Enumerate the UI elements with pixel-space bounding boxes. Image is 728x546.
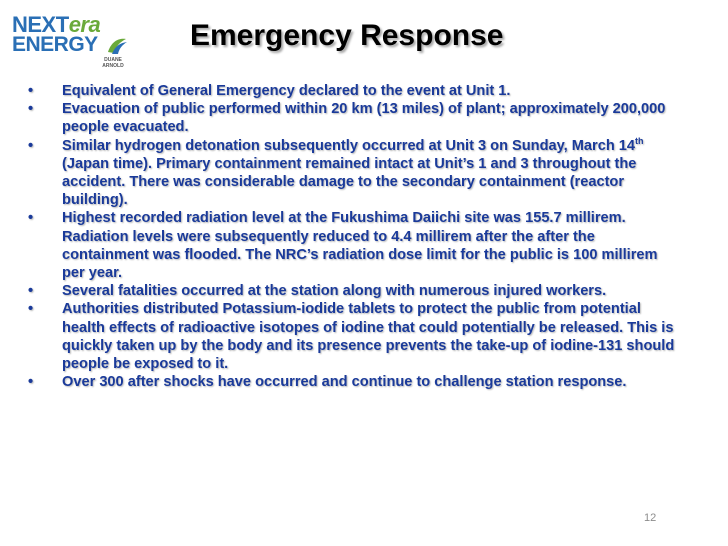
bullet-superscript: th xyxy=(635,135,644,146)
bullet-item-potassium-iodide xyxy=(24,300,684,373)
bullet-item-evacuation xyxy=(24,100,684,136)
bullet-text: Highest recorded radiation level at the Fukushima Daiichi site was 155.7 millirem. Radiation levels were subsequently reduced to 4.4 millirem after the after the containment was flooded. The NRC’s radiation dose limit for the public is 100 millirem per year. xyxy=(62,210,658,282)
bullet-item-hydrogen-detonation xyxy=(24,137,684,210)
bullet-list xyxy=(24,82,684,391)
logo-subtitle xyxy=(98,58,128,69)
logo-swoosh-icon xyxy=(106,36,128,56)
logo-next-text: NEXT xyxy=(12,12,69,37)
page-number: 12 xyxy=(644,512,657,524)
bullet-icon: • xyxy=(28,83,34,99)
bullet-text: Authorities distributed Potassium-iodide tablets to protect the public from potential health effects of radioactive isotopes of iodine that could potentially be released. This is quickly taken up by the body and its presence prevents the take-up of iodine-131 should people be exposed to it. xyxy=(62,301,675,373)
bullet-icon: • xyxy=(28,301,34,318)
bullet-text: Evacuation of public performed within 20 km (13 miles) of plant; approximately 200,000 people evacuated. xyxy=(62,101,666,136)
bullet-text: Over 300 after shocks have occurred and continue to challenge station response. xyxy=(62,374,627,391)
nextera-energy-logo xyxy=(10,12,135,74)
bullet-icon: • xyxy=(28,137,34,154)
slide-title: Emergency Response xyxy=(190,19,504,52)
bullet-item-general-emergency xyxy=(24,82,684,100)
logo-sub-line1: DUANE xyxy=(104,57,122,63)
bullet-text-part-a: Similar hydrogen detonation subsequently occurred at Unit 3 on Sunday, March 14 xyxy=(62,137,636,154)
logo-era-text: era xyxy=(68,12,101,37)
bullet-item-aftershocks xyxy=(24,373,684,391)
bullet-icon: • xyxy=(28,101,34,118)
bullet-text: Equivalent of General Emergency declared to the event at Unit 1. xyxy=(62,83,511,99)
bullet-icon: • xyxy=(28,374,34,391)
bullet-icon: • xyxy=(28,210,34,227)
slide-body xyxy=(24,82,684,391)
logo-energy-text: ENERGY xyxy=(12,33,98,56)
bullet-icon: • xyxy=(28,283,34,300)
bullet-text: Several fatalities occurred at the station along with numerous injured workers. xyxy=(62,283,607,300)
bullet-item-fatalities xyxy=(24,282,684,300)
bullet-text-part-b: (Japan time). Primary containment remained intact at Unit’s 1 and 3 throughout the accident. There was considerable damage to the secondary containment (reactor building). xyxy=(62,155,637,209)
logo-sub-line2: ARNOLD xyxy=(102,62,124,69)
bullet-item-radiation-level xyxy=(24,209,684,282)
